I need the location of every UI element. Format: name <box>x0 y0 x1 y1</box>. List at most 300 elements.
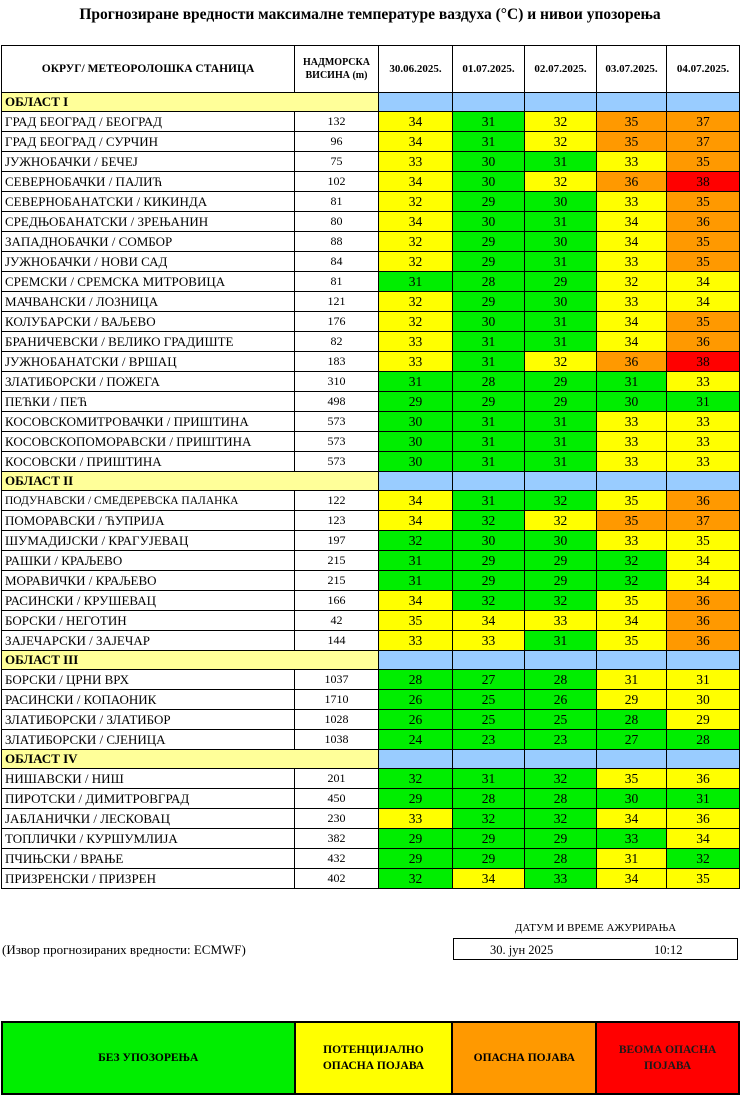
station-altitude: 402 <box>295 869 379 889</box>
temperature-cell: 33 <box>597 292 667 312</box>
temperature-cell: 29 <box>453 232 525 252</box>
temperature-cell: 31 <box>667 670 740 690</box>
station-row <box>2 352 740 372</box>
station-name: МАЧВАНСКИ / ЛОЗНИЦА <box>2 292 295 312</box>
temperature-cell: 33 <box>667 432 740 452</box>
station-row <box>2 272 740 292</box>
region-fill-cell <box>379 93 453 112</box>
temperature-cell: 33 <box>597 829 667 849</box>
temperature-cell: 36 <box>667 611 740 631</box>
region-row <box>2 651 740 670</box>
station-row <box>2 491 740 511</box>
station-name: ЗАЈЕЧАРСКИ / ЗАЈЕЧАР <box>2 631 295 651</box>
station-row <box>2 511 740 531</box>
station-altitude: 1037 <box>295 670 379 690</box>
station-row <box>2 611 740 631</box>
temperature-cell: 32 <box>525 809 597 829</box>
temperature-cell: 31 <box>525 432 597 452</box>
update-box <box>453 938 738 960</box>
region-fill-cell <box>667 750 740 769</box>
temperature-cell: 32 <box>597 272 667 292</box>
station-altitude: 132 <box>295 112 379 132</box>
page-title: Прогнозиране вредности максималне температуре ваздуха (°C) и нивои упозорења <box>79 6 661 23</box>
temperature-cell: 33 <box>597 432 667 452</box>
temperature-cell: 29 <box>453 252 525 272</box>
station-row <box>2 292 740 312</box>
temperature-cell: 32 <box>597 551 667 571</box>
temperature-cell: 31 <box>453 112 525 132</box>
station-altitude: 201 <box>295 769 379 789</box>
legend-label-line1: ВЕОМА ОПАСНА <box>618 1044 717 1056</box>
temperature-cell: 33 <box>597 252 667 272</box>
temperature-cell: 35 <box>667 152 740 172</box>
update-label: ДАТУМ И ВРЕМЕ АЖУРИРАЊА <box>514 922 677 934</box>
temperature-cell: 36 <box>597 352 667 372</box>
station-name: ПОМОРАВСКИ / ЋУПРИЈА <box>2 511 295 531</box>
station-altitude: 81 <box>295 272 379 292</box>
station-name: ПРИЗРЕНСКИ / ПРИЗРЕН <box>2 869 295 889</box>
temperature-cell: 34 <box>667 272 740 292</box>
update-time: 10:12 <box>654 943 683 957</box>
temperature-cell: 30 <box>453 152 525 172</box>
station-altitude: 450 <box>295 789 379 809</box>
temperature-cell: 29 <box>453 192 525 212</box>
temperature-cell: 36 <box>667 631 740 651</box>
temperature-cell: 27 <box>453 670 525 690</box>
station-altitude: 121 <box>295 292 379 312</box>
temperature-cell: 30 <box>453 172 525 192</box>
station-altitude: 183 <box>295 352 379 372</box>
station-row <box>2 829 740 849</box>
station-name: ПЧИЊСКИ / ВРАЊЕ <box>2 849 295 869</box>
station-name: ПИРОТСКИ / ДИМИТРОВГРАД <box>2 789 295 809</box>
temperature-cell: 28 <box>453 789 525 809</box>
temperature-cell: 29 <box>379 829 453 849</box>
temperature-cell: 28 <box>525 670 597 690</box>
temperature-cell: 32 <box>453 591 525 611</box>
legend-item <box>452 1022 596 1094</box>
temperature-cell: 30 <box>597 789 667 809</box>
station-row <box>2 789 740 809</box>
temperature-cell: 31 <box>453 769 525 789</box>
temperature-cell: 32 <box>379 192 453 212</box>
region-fill-cell <box>597 651 667 670</box>
temperature-cell: 34 <box>597 809 667 829</box>
region-name: ОБЛАСТ IV <box>2 750 379 769</box>
station-name: НИШАВСКИ / НИШ <box>2 769 295 789</box>
station-altitude: 230 <box>295 809 379 829</box>
temperature-cell: 31 <box>453 452 525 472</box>
temperature-cell: 31 <box>453 412 525 432</box>
station-row <box>2 412 740 432</box>
legend-label-line2: ОПАСНА ПОЈАВА <box>322 1060 425 1072</box>
temperature-cell: 31 <box>453 132 525 152</box>
temperature-cell: 27 <box>597 730 667 750</box>
region-fill-cell <box>667 472 740 491</box>
header-date: 03.07.2025. <box>597 46 667 93</box>
temperature-cell: 29 <box>525 829 597 849</box>
temperature-cell: 26 <box>525 690 597 710</box>
station-row <box>2 432 740 452</box>
station-altitude: 75 <box>295 152 379 172</box>
forecast-table <box>1 45 740 889</box>
source-note: (Извор прогнозираних вредности: ECMWF) <box>2 942 246 957</box>
temperature-cell: 33 <box>597 531 667 551</box>
region-fill-cell <box>597 750 667 769</box>
station-name: СРЕДЊОБАНАТСКИ / ЗРЕЊАНИН <box>2 212 295 232</box>
temperature-cell: 35 <box>667 312 740 332</box>
temperature-cell: 34 <box>667 551 740 571</box>
temperature-cell: 28 <box>453 272 525 292</box>
legend-item <box>2 1022 295 1094</box>
temperature-cell: 23 <box>525 730 597 750</box>
temperature-cell: 33 <box>667 412 740 432</box>
temperature-cell: 28 <box>379 670 453 690</box>
update-date: 30. јун 2025 <box>490 943 554 957</box>
temperature-cell: 29 <box>453 392 525 412</box>
temperature-cell: 32 <box>379 292 453 312</box>
temperature-cell: 31 <box>525 252 597 272</box>
temperature-cell: 37 <box>667 511 740 531</box>
station-altitude: 573 <box>295 432 379 452</box>
region-fill-cell <box>525 750 597 769</box>
station-name: КОЛУБАРСКИ / ВАЉЕВО <box>2 312 295 332</box>
temperature-cell: 34 <box>597 232 667 252</box>
station-name: РАСИНСКИ / КОПАОНИК <box>2 690 295 710</box>
station-name: СРЕМСКИ / СРЕМСКА МИТРОВИЦА <box>2 272 295 292</box>
station-row <box>2 332 740 352</box>
station-altitude: 197 <box>295 531 379 551</box>
temperature-cell: 34 <box>597 611 667 631</box>
temperature-cell: 29 <box>453 571 525 591</box>
station-name: ЗЛАТИБОРСКИ / ЗЛАТИБОР <box>2 710 295 730</box>
station-name: ГРАД БЕОГРАД / БЕОГРАД <box>2 112 295 132</box>
station-altitude: 96 <box>295 132 379 152</box>
temperature-cell: 35 <box>597 631 667 651</box>
header-date: 04.07.2025. <box>667 46 740 93</box>
temperature-cell: 29 <box>453 849 525 869</box>
station-altitude: 166 <box>295 591 379 611</box>
temperature-cell: 34 <box>597 869 667 889</box>
temperature-cell: 31 <box>525 152 597 172</box>
temperature-cell: 34 <box>379 112 453 132</box>
temperature-cell: 29 <box>525 551 597 571</box>
region-fill-cell <box>379 750 453 769</box>
temperature-cell: 32 <box>525 352 597 372</box>
station-name: ЈАБЛАНИЧКИ / ЛЕСКОВАЦ <box>2 809 295 829</box>
station-altitude: 42 <box>295 611 379 631</box>
temperature-cell: 35 <box>667 531 740 551</box>
station-row <box>2 112 740 132</box>
temperature-cell: 29 <box>379 849 453 869</box>
station-altitude: 84 <box>295 252 379 272</box>
station-row <box>2 212 740 232</box>
temperature-cell: 28 <box>453 372 525 392</box>
station-altitude: 215 <box>295 551 379 571</box>
temperature-cell: 34 <box>667 571 740 591</box>
station-name: ЗЛАТИБОРСКИ / СЈЕНИЦА <box>2 730 295 750</box>
temperature-cell: 35 <box>379 611 453 631</box>
header-date: 02.07.2025. <box>525 46 597 93</box>
temperature-cell: 34 <box>379 591 453 611</box>
temperature-cell: 32 <box>453 809 525 829</box>
temperature-cell: 26 <box>379 690 453 710</box>
temperature-cell: 30 <box>597 392 667 412</box>
station-name: РАШКИ / КРАЉЕВО <box>2 551 295 571</box>
temperature-cell: 36 <box>667 212 740 232</box>
temperature-cell: 30 <box>379 432 453 452</box>
temperature-cell: 33 <box>379 809 453 829</box>
temperature-cell: 30 <box>453 531 525 551</box>
temperature-cell: 28 <box>597 710 667 730</box>
temperature-cell: 33 <box>597 412 667 432</box>
station-altitude: 310 <box>295 372 379 392</box>
station-row <box>2 372 740 392</box>
temperature-cell: 32 <box>379 312 453 332</box>
station-name: СЕВЕРНОБАНАТСКИ / КИКИНДА <box>2 192 295 212</box>
temperature-cell: 29 <box>597 690 667 710</box>
station-name: ЗАПАДНОБАЧКИ / СОМБОР <box>2 232 295 252</box>
temperature-cell: 31 <box>525 452 597 472</box>
temperature-cell: 37 <box>667 112 740 132</box>
station-name: ПОДУНАВСКИ / СМЕДЕРЕВСКА ПАЛАНКА <box>2 491 295 511</box>
temperature-cell: 34 <box>379 132 453 152</box>
legend-item <box>596 1022 739 1094</box>
station-row <box>2 132 740 152</box>
station-altitude: 80 <box>295 212 379 232</box>
temperature-cell: 35 <box>667 232 740 252</box>
region-fill-cell <box>597 93 667 112</box>
temperature-cell: 34 <box>453 869 525 889</box>
station-altitude: 123 <box>295 511 379 531</box>
station-name: ЈУЖНОБАЧКИ / БЕЧЕЈ <box>2 152 295 172</box>
station-name: СЕВЕРНОБАЧКИ / ПАЛИЋ <box>2 172 295 192</box>
temperature-cell: 32 <box>525 491 597 511</box>
region-row <box>2 93 740 112</box>
station-altitude: 1038 <box>295 730 379 750</box>
temperature-cell: 38 <box>667 352 740 372</box>
temperature-cell: 24 <box>379 730 453 750</box>
temperature-cell: 29 <box>525 372 597 392</box>
temperature-cell: 35 <box>597 132 667 152</box>
station-altitude: 144 <box>295 631 379 651</box>
station-altitude: 122 <box>295 491 379 511</box>
temperature-cell: 34 <box>379 511 453 531</box>
table-header <box>2 46 740 93</box>
temperature-cell: 33 <box>667 372 740 392</box>
station-altitude: 432 <box>295 849 379 869</box>
region-fill-cell <box>525 472 597 491</box>
station-row <box>2 869 740 889</box>
temperature-cell: 36 <box>667 332 740 352</box>
temperature-cell: 34 <box>667 829 740 849</box>
station-row <box>2 252 740 272</box>
temperature-cell: 33 <box>597 152 667 172</box>
temperature-cell: 29 <box>379 789 453 809</box>
region-fill-cell <box>379 651 453 670</box>
temperature-cell: 25 <box>453 710 525 730</box>
station-name: КОСОВСКИ / ПРИШТИНА <box>2 452 295 472</box>
temperature-cell: 32 <box>525 112 597 132</box>
station-name: ЈУЖНОБАНАТСКИ / ВРШАЦ <box>2 352 295 372</box>
station-row <box>2 192 740 212</box>
legend-label-line1: БЕЗ УПОЗОРЕЊА <box>98 1052 199 1064</box>
station-altitude: 573 <box>295 452 379 472</box>
station-altitude: 176 <box>295 312 379 332</box>
temperature-cell: 33 <box>667 452 740 472</box>
temperature-cell: 30 <box>525 292 597 312</box>
legend-label-line2: ПОЈАВА <box>643 1060 692 1072</box>
temperature-cell: 31 <box>525 412 597 432</box>
region-name: ОБЛАСТ II <box>2 472 379 491</box>
temperature-cell: 23 <box>453 730 525 750</box>
station-row <box>2 591 740 611</box>
temperature-cell: 30 <box>667 690 740 710</box>
temperature-cell: 32 <box>525 511 597 531</box>
station-name: ЗЛАТИБОРСКИ / ПОЖЕГА <box>2 372 295 392</box>
temperature-cell: 31 <box>379 372 453 392</box>
station-name: ТОПЛИЧКИ / КУРШУМЛИЈА <box>2 829 295 849</box>
temperature-cell: 29 <box>379 392 453 412</box>
temperature-cell: 34 <box>597 212 667 232</box>
station-row <box>2 730 740 750</box>
temperature-cell: 32 <box>597 571 667 591</box>
temperature-cell: 33 <box>597 452 667 472</box>
header-altitude-line1: НАДМОРСКА <box>302 57 371 68</box>
temperature-cell: 33 <box>525 869 597 889</box>
temperature-cell: 28 <box>525 789 597 809</box>
temperature-cell: 29 <box>525 392 597 412</box>
region-fill-cell <box>453 472 525 491</box>
temperature-cell: 33 <box>379 152 453 172</box>
temperature-cell: 31 <box>525 312 597 332</box>
temperature-cell: 35 <box>667 869 740 889</box>
region-row <box>2 472 740 491</box>
temperature-cell: 32 <box>525 591 597 611</box>
region-name: ОБЛАСТ III <box>2 651 379 670</box>
station-row <box>2 809 740 829</box>
temperature-cell: 29 <box>525 571 597 591</box>
temperature-cell: 30 <box>525 531 597 551</box>
station-name: ШУМАДИЈСКИ / КРАГУЈЕВАЦ <box>2 531 295 551</box>
station-name: ЈУЖНОБАЧКИ / НОВИ САД <box>2 252 295 272</box>
station-row <box>2 392 740 412</box>
station-name: ПЕЋКИ / ПЕЋ <box>2 392 295 412</box>
station-altitude: 81 <box>295 192 379 212</box>
region-fill-cell <box>453 651 525 670</box>
temperature-cell: 32 <box>379 232 453 252</box>
temperature-cell: 33 <box>597 192 667 212</box>
temperature-cell: 34 <box>667 292 740 312</box>
temperature-cell: 32 <box>379 531 453 551</box>
temperature-cell: 32 <box>525 172 597 192</box>
temperature-cell: 34 <box>379 212 453 232</box>
station-altitude: 215 <box>295 571 379 591</box>
temperature-cell: 31 <box>379 272 453 292</box>
temperature-cell: 34 <box>597 312 667 332</box>
temperature-cell: 28 <box>525 849 597 869</box>
temperature-cell: 36 <box>667 769 740 789</box>
station-row <box>2 551 740 571</box>
station-altitude: 498 <box>295 392 379 412</box>
temperature-cell: 31 <box>453 432 525 452</box>
temperature-cell: 34 <box>379 172 453 192</box>
temperature-cell: 31 <box>525 631 597 651</box>
region-fill-cell <box>379 472 453 491</box>
temperature-cell: 29 <box>453 292 525 312</box>
station-altitude: 82 <box>295 332 379 352</box>
temperature-cell: 36 <box>597 172 667 192</box>
temperature-cell: 30 <box>525 192 597 212</box>
region-fill-cell <box>525 93 597 112</box>
region-row <box>2 750 740 769</box>
station-altitude: 1028 <box>295 710 379 730</box>
station-name: БОРСКИ / НЕГОТИН <box>2 611 295 631</box>
station-row <box>2 232 740 252</box>
temperature-cell: 30 <box>379 452 453 472</box>
temperature-cell: 31 <box>453 332 525 352</box>
temperature-cell: 31 <box>453 491 525 511</box>
temperature-cell: 30 <box>525 232 597 252</box>
temperature-cell: 28 <box>667 730 740 750</box>
temperature-cell: 32 <box>525 132 597 152</box>
region-fill-cell <box>667 93 740 112</box>
temperature-cell: 26 <box>379 710 453 730</box>
station-row <box>2 312 740 332</box>
temperature-cell: 33 <box>379 352 453 372</box>
temperature-cell: 32 <box>379 252 453 272</box>
station-name: МОРАВИЧКИ / КРАЉЕВО <box>2 571 295 591</box>
temperature-cell: 35 <box>597 511 667 531</box>
temperature-cell: 35 <box>597 769 667 789</box>
station-row <box>2 849 740 869</box>
temperature-cell: 31 <box>597 670 667 690</box>
station-row <box>2 452 740 472</box>
temperature-cell: 32 <box>667 849 740 869</box>
station-row <box>2 571 740 591</box>
station-row <box>2 531 740 551</box>
header-altitude-line2: ВИСИНА (m) <box>305 70 368 81</box>
temperature-cell: 33 <box>453 631 525 651</box>
station-name: БРАНИЧЕВСКИ / ВЕЛИКО ГРАДИШТЕ <box>2 332 295 352</box>
station-row <box>2 152 740 172</box>
station-name: ГРАД БЕОГРАД / СУРЧИН <box>2 132 295 152</box>
temperature-cell: 36 <box>667 491 740 511</box>
legend-item <box>295 1022 453 1094</box>
station-altitude: 102 <box>295 172 379 192</box>
station-row <box>2 631 740 651</box>
temperature-cell: 35 <box>597 591 667 611</box>
temperature-cell: 33 <box>379 631 453 651</box>
warning-legend <box>1 1021 740 1095</box>
header-altitude <box>295 46 379 93</box>
region-fill-cell <box>525 651 597 670</box>
temperature-cell: 37 <box>667 132 740 152</box>
station-row <box>2 769 740 789</box>
temperature-cell: 25 <box>453 690 525 710</box>
temperature-cell: 34 <box>597 332 667 352</box>
region-name: ОБЛАСТ I <box>2 93 379 112</box>
region-fill-cell <box>453 93 525 112</box>
station-row <box>2 690 740 710</box>
region-fill-cell <box>597 472 667 491</box>
header-date: 30.06.2025. <box>379 46 453 93</box>
temperature-cell: 33 <box>379 332 453 352</box>
temperature-cell: 32 <box>379 869 453 889</box>
station-row <box>2 670 740 690</box>
temperature-cell: 32 <box>379 769 453 789</box>
station-altitude: 88 <box>295 232 379 252</box>
